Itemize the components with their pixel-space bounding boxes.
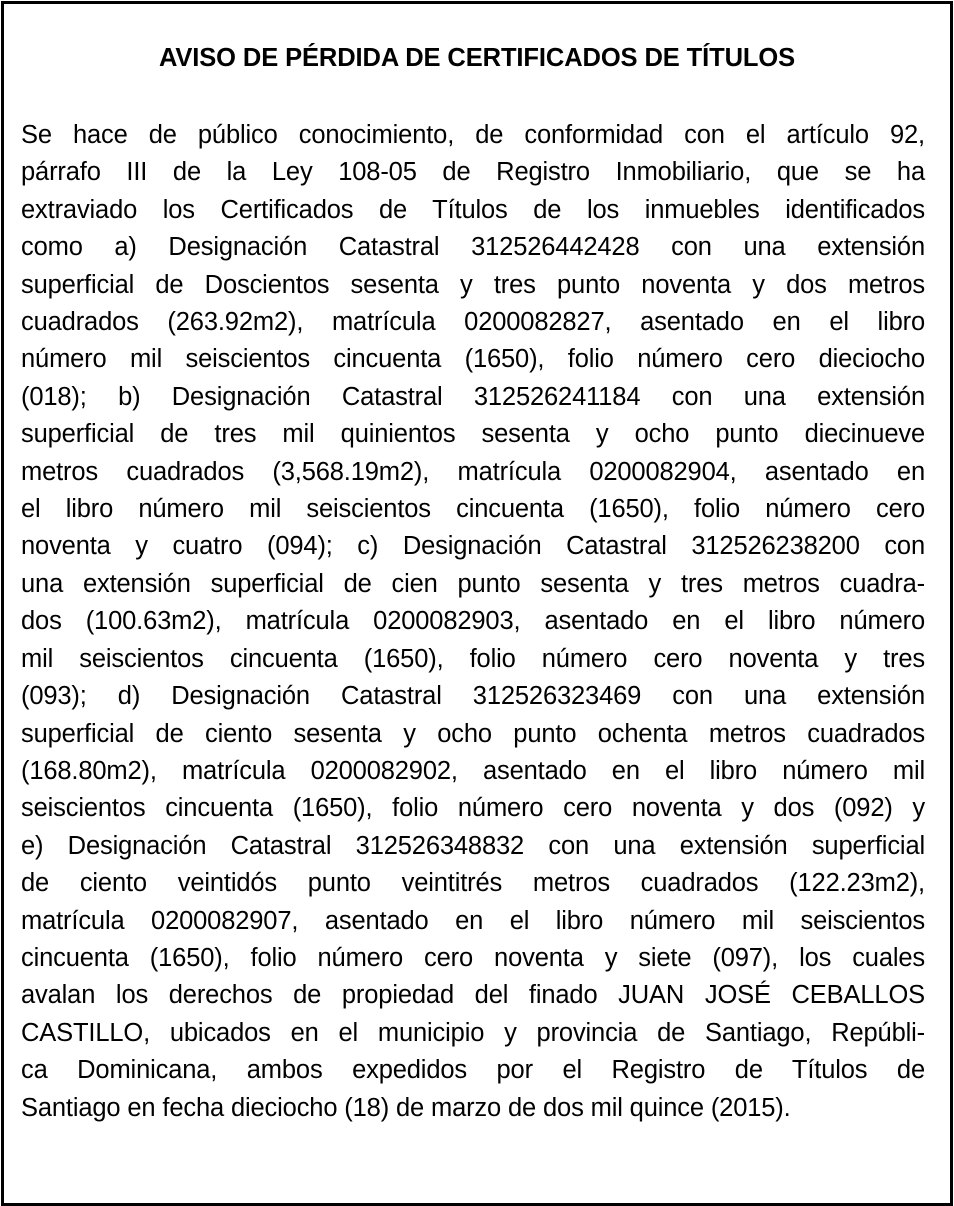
body-line: extraviado los Certificados de Títulos de los inmuebles identificados [21,195,925,224]
body-line: avalan los derechos de propiedad del finado JUAN JOSÉ CEBALLOS [21,981,925,1010]
body-line: noventa y cuatro (094); c) Designación Catastral 312526238200 con [21,532,925,561]
body-line: cuadrados (263.92m2), matrícula 0200082827, asentado en el libro [21,308,925,337]
notice-body [21,117,925,1127]
body-line: párrafo III de la Ley 108-05 de Registro Inmobiliario, que se ha [21,158,925,187]
body-line: metros cuadrados (3,568.19m2), matrícula 0200082904, asentado en [21,457,925,486]
body-line: como a) Designación Catastral 312526442428 con una extensión [21,233,925,262]
body-line: ca Dominicana, ambos expedidos por el Registro de Títulos de [21,1056,925,1085]
body-line: (018); b) Designación Catastral 312526241184 con una extensión [21,382,925,411]
body-line: superficial de Doscientos sesenta y tres punto noventa y dos metros [21,270,925,299]
body-line: el libro número mil seiscientos cincuenta (1650), folio número cero [21,495,925,524]
body-line: matrícula 0200082907, asentado en el libro número mil seiscientos [21,906,925,935]
body-line: superficial de tres mil quinientos sesenta y ocho punto diecinueve [21,420,925,449]
body-line: seiscientos cincuenta (1650), folio número cero noventa y dos (092) y [21,794,925,823]
body-line: e) Designación Catastral 312526348832 con una extensión superficial [21,831,925,860]
body-line: Se hace de público conocimiento, de conformidad con el artículo 92, [21,121,925,149]
body-line: número mil seiscientos cincuenta (1650), folio número cero dieciocho [21,345,925,374]
body-line-last: Santiago en fecha dieciocho (18) de marzo de dos mil quince (2015). [21,1093,791,1122]
notice-title: AVISO DE PÉRDIDA DE CERTIFICADOS DE TÍTULOS [158,44,796,72]
body-line: (093); d) Designación Catastral 312526323469 con una extensión [21,682,925,711]
body-line: de ciento veintidós punto veintitrés metros cuadrados (122.23m2), [21,869,925,898]
body-line: (168.80m2), matrícula 0200082902, asentado en el libro número mil [21,756,925,785]
body-line: superficial de ciento sesenta y ocho punto ochenta metros cuadrados [21,719,925,748]
body-line: cincuenta (1650), folio número cero noventa y siete (097), los cuales [21,943,925,972]
body-line: mil seiscientos cincuenta (1650), folio número cero noventa y tres [21,644,925,673]
body-line: una extensión superficial de cien punto sesenta y tres metros cuadra- [21,569,925,598]
body-line: CASTILLO, ubicados en el municipio y provincia de Santiago, Repúbli- [21,1018,925,1047]
body-line: dos (100.63m2), matrícula 0200082903, asentado en el libro número [21,607,925,636]
notice-frame [1,1,953,1206]
